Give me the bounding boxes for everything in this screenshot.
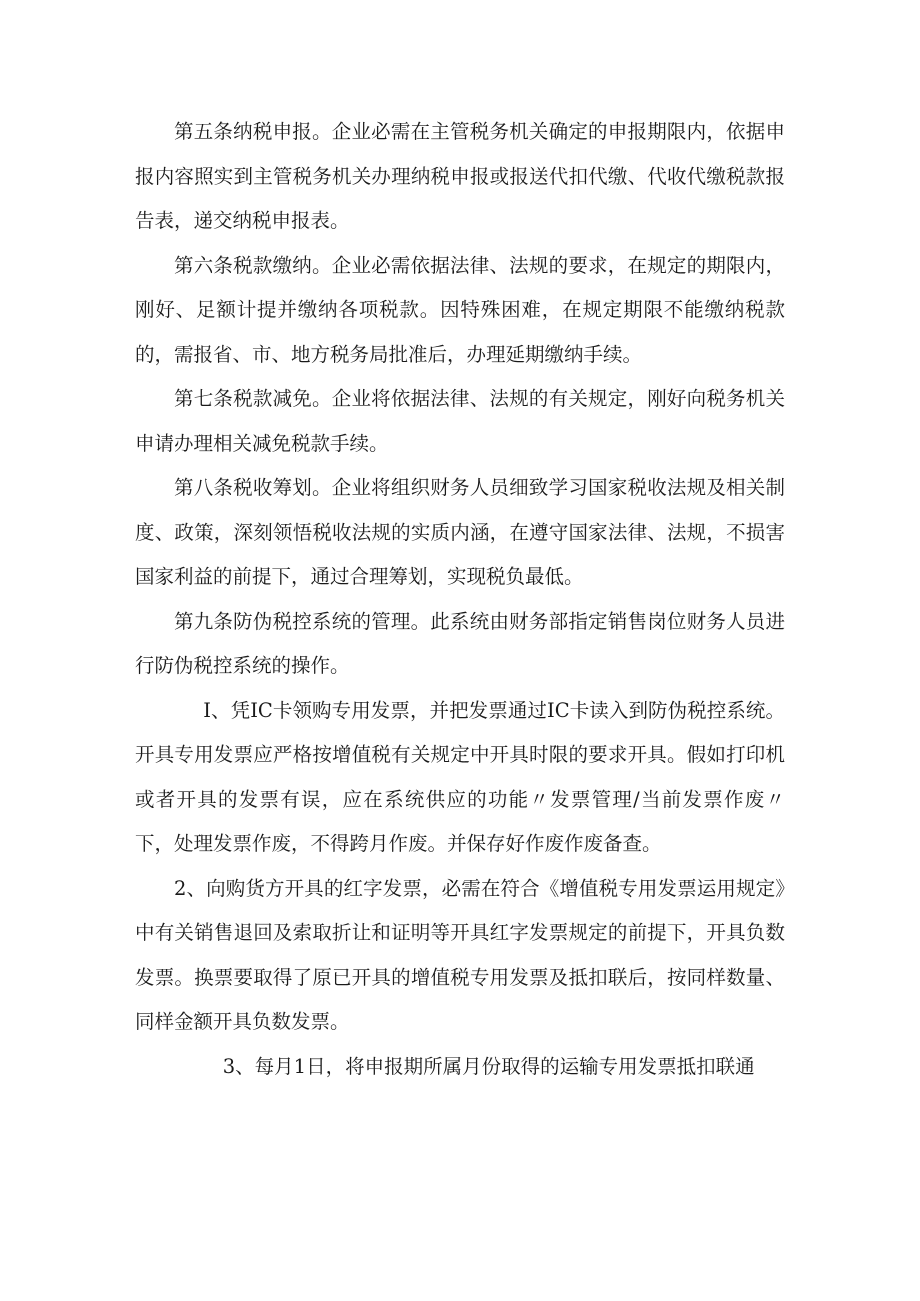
- paragraph-article-7: 第七条税款减免。企业将依据法律、法规的有关规定，刚好向税务机关申请办理相关减免税款手续。: [135, 387, 785, 455]
- paragraph-article-6: 第六条税款缴纳。企业必需依据法律、法规的要求，在规定的期限内，刚好、足额计提并缴纳各项税款。因特殊困难，在规定期限不能缴纳税款的，需报省、市、地方税务局批准后，办理延期缴纳手续。: [135, 253, 785, 366]
- paragraph-item-2: 2、向购货方开具的红字发票，必需在符合《增值税专用发票运用规定》中有关销售退回及索取折让和证明等开具红字发票规定的前提下，开具负数发票。换票要取得了原已开具的增值税专用发票及抵扣联后，按同样数量、同样金额开具负数发票。: [135, 876, 785, 1033]
- paragraph-item-3: 3、每月1日，将申报期所属月份取得的运输专用发票抵扣联通: [222, 1054, 755, 1078]
- paragraph-article-8: 第八条税收筹划。企业将组织财务人员细致学习国家税收法规及相关制度、政策，深刻领悟税收法规的实质内涵，在遵守国家法律、法规，不损害国家利益的前提下，通过合理筹划，实现税负最低。: [135, 476, 785, 588]
- paragraph-article-9: 第九条防伪税控系统的管理。此系统由财务部指定销售岗位财务人员进行防伪税控系统的操作。: [135, 609, 785, 677]
- document-body: [135, 110, 785, 1089]
- paragraph-item-1: I、凭IC卡领购专用发票，并把发票通过IC卡读入到防伪税控系统。开具专用发票应严格按增值税有关规定中开具时限的要求开具。假如打印机或者开具的发票有误，应在系统供应的功能〃发票管理/当前发票作废〃下，处理发票作废，不得跨月作废。并保存好作废作废备查。: [135, 698, 785, 855]
- paragraph-article-5: 第五条纳税申报。企业必需在主管税务机关确定的申报期限内，依据申报内容照实到主管税务机关办理纳税申报或报送代扣代缴、代收代缴税款报告表，递交纳税申报表。: [135, 120, 785, 232]
